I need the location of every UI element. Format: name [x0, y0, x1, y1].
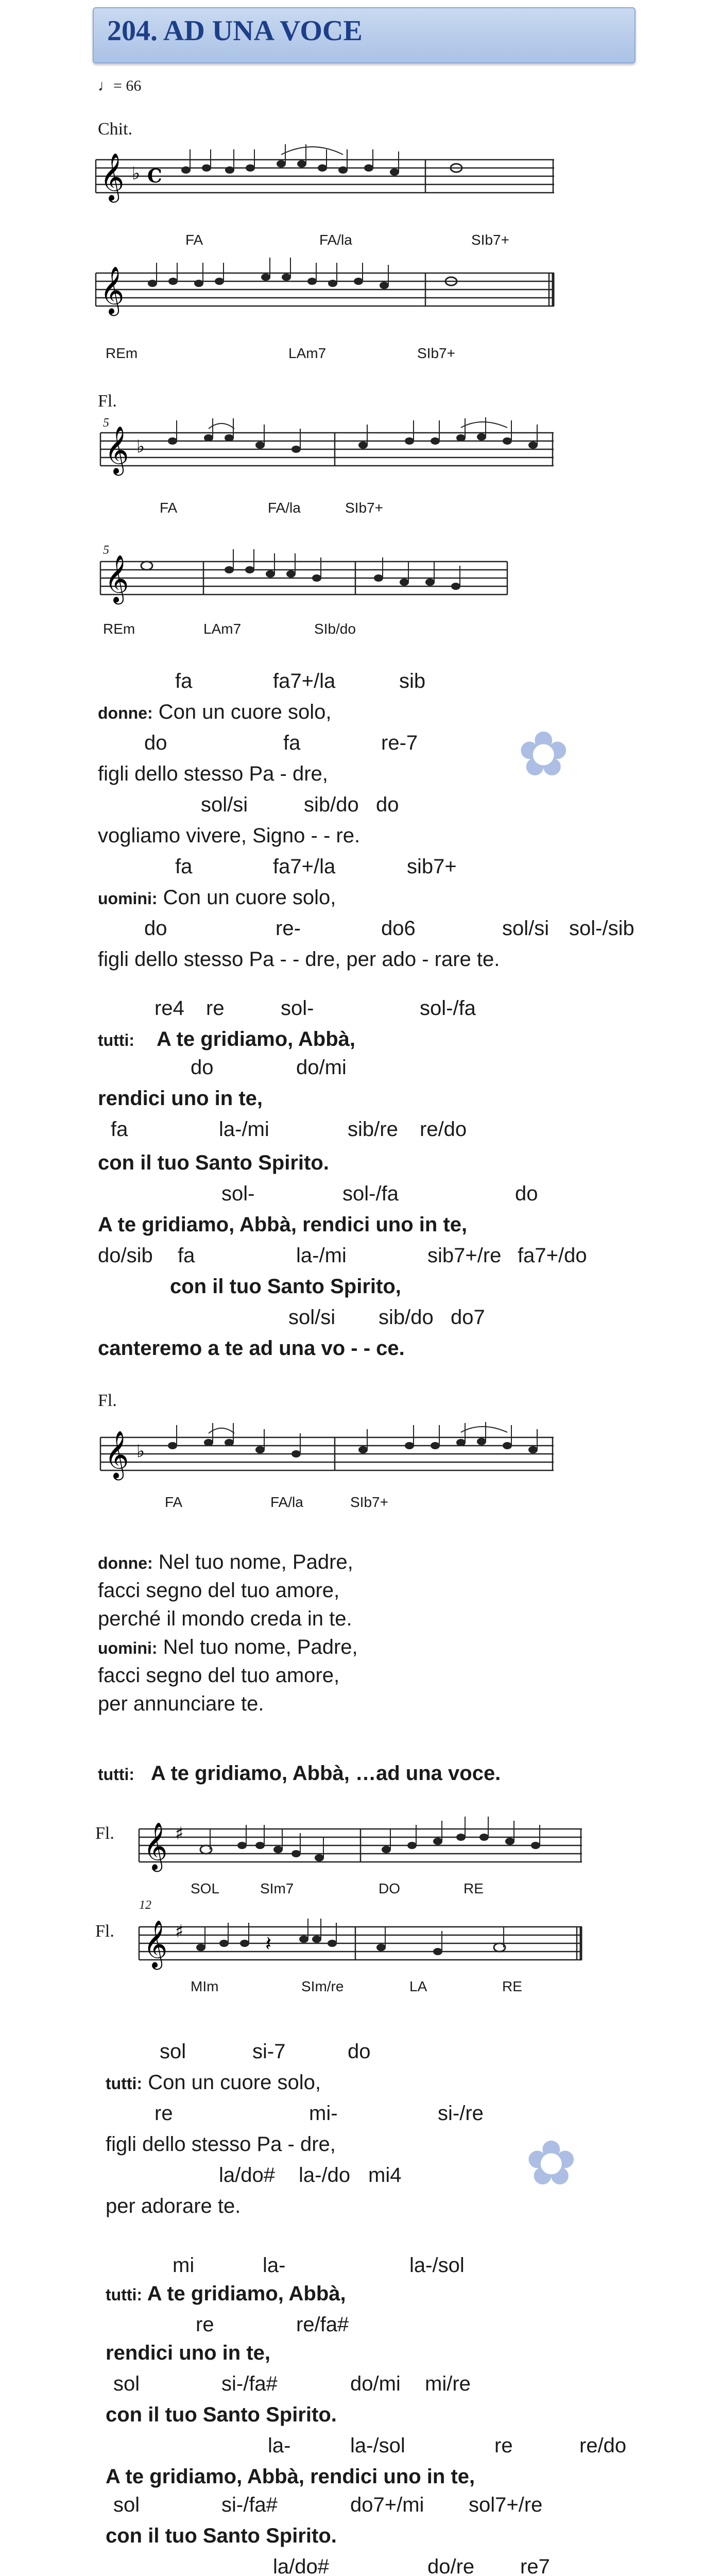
instrument-label-fl: Fl.	[98, 1391, 117, 1410]
treble-clef-icon: 𝄞	[143, 1822, 168, 1870]
chord: do	[144, 917, 167, 940]
lyric-line: figli dello stesso Pa - - dre, per ado - rare te.	[98, 948, 500, 971]
lyric-line: tutti: A te gridiamo, Abbà,	[106, 2282, 346, 2305]
chord: do7+/mi	[350, 2494, 424, 2516]
dove-icon: ✿	[525, 2129, 577, 2198]
lyric-line: con il tuo Santo Spirito.	[106, 2524, 337, 2547]
lyric-line: per annunciare te.	[98, 1692, 264, 1715]
dove-icon: ✿	[518, 720, 570, 789]
chord: mi-	[309, 2102, 338, 2125]
lyric-line: facci segno del tuo amore,	[98, 1664, 340, 1687]
chord: do6	[381, 917, 416, 940]
chord: la-/do	[299, 2164, 351, 2187]
chord: do/mi	[350, 2372, 401, 2395]
lyric-line: vogliamo vivere, Signo - - re.	[98, 824, 360, 847]
chord: do/re	[427, 2555, 475, 2576]
chord-label: RE	[464, 1880, 484, 1896]
chord: do	[348, 2040, 371, 2063]
chord: re7	[520, 2555, 550, 2576]
chord: si-/re	[438, 2102, 484, 2125]
lyric-line: facci segno del tuo amore,	[98, 1579, 340, 1602]
svg-text:♭: ♭	[132, 163, 141, 184]
staff-fl-5	[139, 1917, 603, 1968]
treble-clef-icon: 𝄞	[143, 1920, 168, 1968]
chord: la-/sol	[409, 2254, 465, 2277]
chord: re	[196, 2313, 214, 2336]
staff-fl-2	[100, 551, 564, 603]
chord-label: FA	[185, 232, 203, 248]
chord: fa	[283, 732, 301, 754]
chord-line: fa7+/la	[273, 670, 336, 692]
chord: sol/si	[502, 917, 550, 940]
chord: fa	[178, 1244, 195, 1267]
lyric-line: donne: Nel tuo nome, Padre,	[98, 1551, 353, 1573]
lyric-line: uomini: Con un cuore solo,	[98, 886, 336, 909]
chord: sol-/fa	[342, 1182, 399, 1205]
treble-clef-icon: 𝄞	[100, 152, 125, 200]
chord: re/fa#	[296, 2313, 349, 2336]
staff-fl-4	[139, 1819, 603, 1870]
chord-label: LAm7	[203, 621, 242, 637]
measure-number: 5	[103, 544, 109, 557]
chord: do	[376, 793, 399, 816]
lyric-line: A te gridiamo, Abbà, rendici uno in te,	[98, 1213, 468, 1236]
chord: la-/mi	[219, 1118, 269, 1141]
chord: fa	[175, 855, 193, 878]
lyric-line: tutti: A te gridiamo, Abbà,	[98, 1028, 355, 1050]
svg-text:♭: ♭	[136, 436, 145, 457]
instrument-label-fl: Fl.	[95, 1922, 114, 1941]
svg-text:𝄽: 𝄽	[265, 1932, 272, 1956]
chord: re-	[276, 917, 301, 940]
lyric-line: per adorare te.	[106, 2195, 241, 2217]
chord: re/do	[579, 2434, 627, 2457]
chord: sol-	[221, 1182, 255, 1205]
chord-label: REm	[106, 345, 138, 361]
lyric-line: rendici uno in te,	[98, 1087, 263, 1110]
chord: sol	[113, 2372, 140, 2395]
chord: re	[494, 2434, 513, 2457]
chord-label: DO	[379, 1880, 400, 1896]
quarter-note-icon: ♩	[98, 77, 113, 94]
chord: sib/do	[379, 1306, 434, 1329]
measure-number: 12	[139, 1899, 151, 1912]
song-title: 204. AD UNA VOCE	[107, 15, 363, 47]
measure-number: 5	[103, 416, 109, 430]
chord: re-7	[381, 732, 418, 754]
chord: re	[154, 2102, 173, 2125]
staff-chit-2	[96, 263, 559, 314]
staff-fl-3	[100, 1427, 564, 1479]
chord: do7	[451, 1306, 485, 1329]
chord: la-/mi	[296, 1244, 347, 1267]
chord: sib7+/re	[427, 1244, 502, 1267]
chord-label: SIm/re	[301, 1978, 344, 1994]
lyric-line: canteremo a te ad una vo - - ce.	[98, 1337, 405, 1360]
chord: la-/sol	[350, 2434, 405, 2457]
chord: do	[191, 1056, 214, 1079]
chord: la/do#	[273, 2555, 329, 2576]
svg-text:♭: ♭	[136, 1441, 145, 1462]
chord: sol-/fa	[420, 997, 476, 1020]
chord: si-7	[252, 2040, 286, 2063]
lyric-line: donne: Con un cuore solo,	[98, 701, 332, 723]
chord: mi	[173, 2254, 195, 2277]
staff-fl-1	[100, 422, 564, 474]
lyric-line: con il tuo Santo Spirito,	[170, 1275, 401, 1298]
instrument-label-fl: Fl.	[98, 392, 117, 411]
lyric-line: figli dello stesso Pa - dre,	[98, 762, 328, 785]
chord-label: SIb/do	[314, 621, 356, 637]
lyric-line: figli dello stesso Pa - dre,	[106, 2133, 336, 2156]
chord-label: SIb7+	[471, 232, 509, 248]
chord: fa7+/do	[518, 1244, 587, 1267]
chord-label: FA	[165, 1494, 183, 1510]
lyric-line: rendici uno in te,	[106, 2342, 271, 2364]
chord-label: LA	[409, 1978, 427, 1994]
chord: sib/re	[348, 1118, 398, 1141]
svg-text:♯: ♯	[175, 1921, 184, 1942]
lyric-line: tutti: Con un cuore solo,	[106, 2071, 321, 2094]
chord: do	[515, 1182, 538, 1205]
lyric-line: con il tuo Santo Spirito.	[98, 1151, 329, 1174]
chord-label: FA/la	[270, 1494, 303, 1510]
chord: la/do#	[219, 2164, 275, 2187]
chord-label: SIm7	[260, 1880, 294, 1896]
chord: la-	[268, 2434, 291, 2457]
treble-clef-icon: 𝄞	[100, 266, 125, 314]
svg-text:♯: ♯	[175, 1823, 184, 1844]
tempo-marking: ♩= 66	[98, 77, 142, 94]
chord-label: MIm	[191, 1978, 219, 1994]
treble-clef-icon: 𝄞	[105, 1430, 129, 1478]
instrument-label-chit: Chit.	[98, 120, 133, 139]
lyric-line: uomini: Nel tuo nome, Padre,	[98, 1636, 358, 1658]
instrument-label-fl: Fl.	[95, 1824, 114, 1843]
staff-chit-1	[96, 149, 559, 201]
chord: si-/fa#	[221, 2494, 278, 2516]
chord-label: SIb7+	[350, 1494, 388, 1510]
chord: sol-	[281, 997, 314, 1020]
chord-label: SIb7+	[417, 345, 455, 361]
lyric-line: tutti: A te gridiamo, Abbà, …ad una voce.	[98, 1762, 501, 1785]
svg-text:C: C	[147, 165, 162, 187]
chord: sol	[113, 2494, 140, 2516]
chord: la-	[263, 2254, 286, 2277]
lyric-line: perché il mondo creda in te.	[98, 1607, 352, 1630]
chord-label: FA/la	[268, 500, 301, 516]
chord: sol-/sib	[569, 917, 634, 940]
chord: re4	[154, 997, 184, 1020]
chord-label: REm	[103, 621, 135, 637]
chord: sib7+	[407, 855, 457, 878]
chord: do	[144, 732, 167, 754]
treble-clef-icon: 𝄞	[105, 554, 129, 602]
chord: sol/si	[201, 793, 248, 816]
treble-clef-icon: 𝄞	[105, 426, 129, 473]
chord-line: fa	[175, 670, 193, 692]
chord: mi/re	[425, 2372, 471, 2395]
chord: fa	[111, 1118, 128, 1141]
chord: sol7+/re	[469, 2494, 543, 2516]
chord: sol	[160, 2040, 186, 2063]
chord-label: SIb7+	[345, 500, 383, 516]
chord: sol/si	[288, 1306, 336, 1329]
chord: re/do	[420, 1118, 467, 1141]
lyric-line: con il tuo Santo Spirito.	[106, 2403, 337, 2426]
chord: re	[206, 997, 225, 1020]
chord: mi4	[368, 2164, 402, 2187]
chord-label: FA	[160, 500, 178, 516]
chord: si-/fa#	[221, 2372, 278, 2395]
chord-label: LAm7	[288, 345, 327, 361]
chord-line: sib	[399, 670, 426, 692]
lyric-line: A te gridiamo, Abbà, rendici uno in te,	[106, 2465, 475, 2488]
chord: do/sib	[98, 1244, 153, 1267]
chord: fa7+/la	[273, 855, 336, 878]
chord-label: SOL	[191, 1880, 220, 1896]
chord-label: FA/la	[319, 232, 352, 248]
chord: sib/do	[304, 793, 359, 816]
chord: do/mi	[296, 1056, 347, 1079]
chord-label: RE	[502, 1978, 522, 1994]
